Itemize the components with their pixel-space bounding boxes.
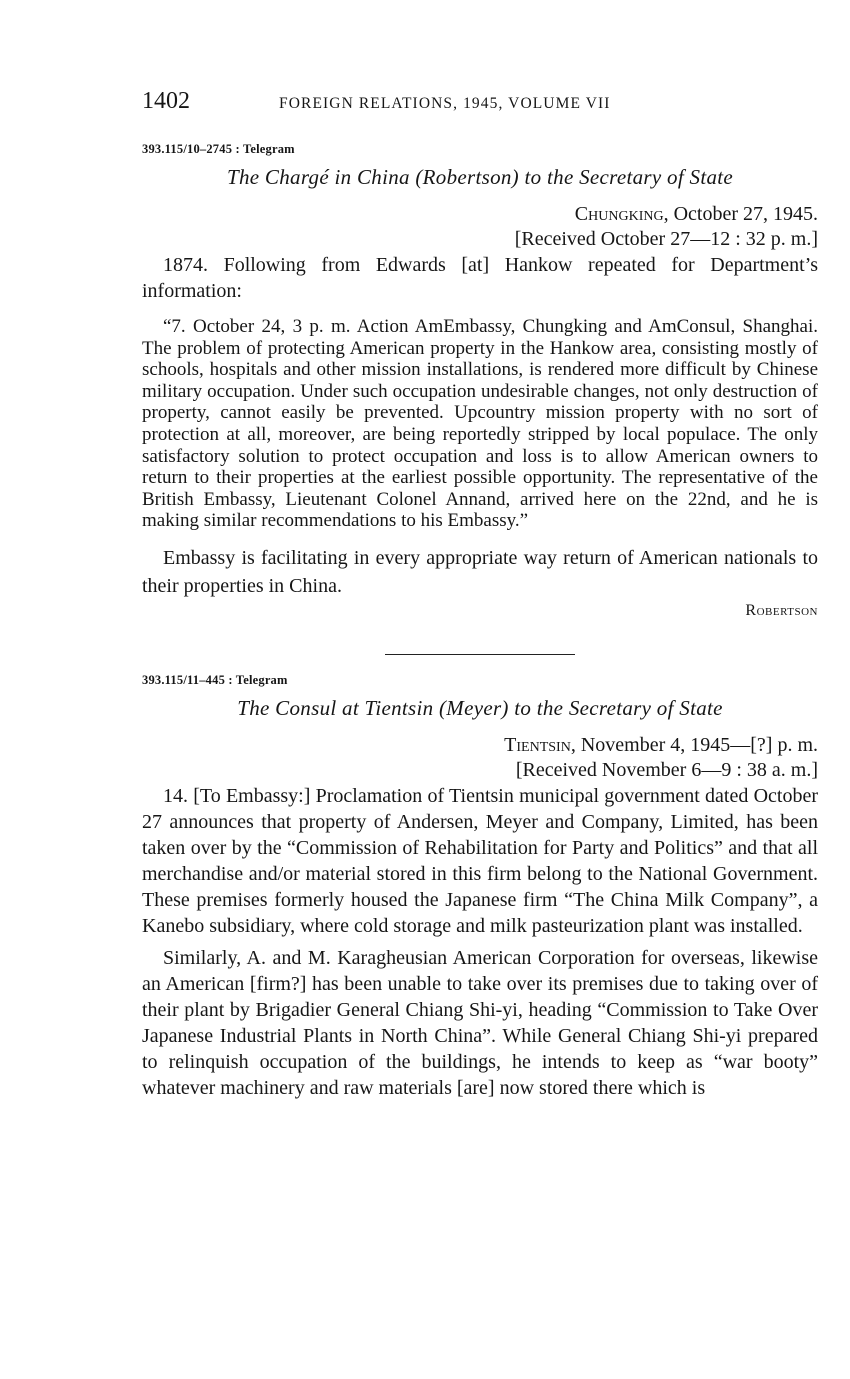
telegram-1 [142, 142, 818, 620]
place: Chungking, [574, 203, 669, 225]
date: October 27, 1945. [668, 203, 818, 225]
file-reference: 393.115/10–2745 : Telegram [142, 142, 295, 156]
file-reference: 393.115/11–445 : Telegram [142, 672, 288, 687]
dateline [142, 733, 818, 758]
intro-paragraph: 1874. Following from Edwards [at] Hankow repeated for Department’s information: [142, 254, 818, 302]
running-title: FOREIGN RELATIONS, 1945, VOLUME VII [279, 95, 611, 112]
document-title: The Consul at Tientsin (Meyer) to the Secretary of State [237, 695, 723, 720]
document-page [142, 88, 818, 1101]
closing-paragraph: Embassy is facilitating in every appropriate way return of American nationals to their properties in China. [142, 546, 818, 597]
body-paragraph: 14. [To Embassy:] Proclamation of Tientsin municipal government dated October 27 announces that property of Andersen, Meyer and Company, Limited, has been taken over by the “Commission of Rehabilitation for Party and Politics” and that all merchandise and/or material stored in this firm belong to the National Government. These premises formerly housed the Japanese firm “The China Milk Company”, a Kanebo subsidiary, where cold storage and milk pasteurization plant was installed. [142, 784, 818, 937]
place: Tientsin, [504, 733, 576, 756]
date: November 4, 1945—[?] p. m. [575, 733, 818, 756]
telegram-2 [142, 673, 818, 1101]
quoted-message: “7. October 24, 3 p. m. Action AmEmbassy, Chungking and AmConsul, Shanghai. The problem of protecting American property in the Hankow area, consisting mostly of schools, hospitals and other mission installations, is rendered more difficult by Chinese military occupation. Under such occupation undesirable changes, not only destruction of property, cannot easily be prevented. Upcountry mission property with no sort of protection at all, moreover, are being reportedly stripped by local populace. The only satisfactory solution to protect occupation and loss is to allow American owners to return to their properties at the earliest possible opportunity. The representative of the British Embassy, Lieutenant Colonel Annand, arrived here on the 22nd, and he is making similar recommendations to his Embassy.” [142, 316, 818, 532]
page-number: 1402 [142, 88, 190, 114]
body-paragraph: Similarly, A. and M. Karagheusian American Corporation for overseas, likewise an American [firm?] has been unable to take over its premises due to taking over of their plant by Brigadier General Chiang Shi-yi, heading “Commission to Take Over Japanese Industrial Plants in North China”. While General Chiang Shi-yi prepared to relinquish occupation of the buildings, he intends to keep as “war booty” whatever machinery and raw materials [are] now stored there which is [142, 946, 818, 1099]
dateline [142, 202, 818, 227]
received-line: [Received November 6—9 : 38 a. m.] [515, 758, 818, 781]
page-header [142, 88, 818, 124]
received-line: [Received October 27—12 : 32 p. m.] [514, 228, 818, 250]
document-title: The Chargé in China (Robertson) to the Secretary of State [226, 165, 734, 189]
signature: Robertson [745, 601, 818, 619]
